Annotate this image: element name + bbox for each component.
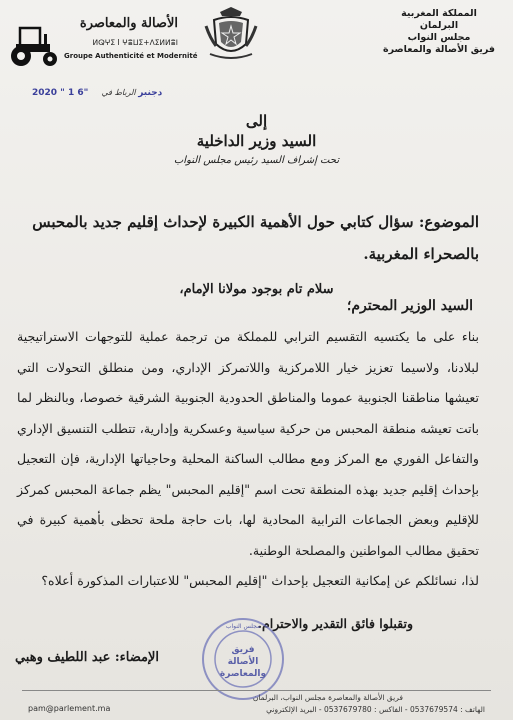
letterhead-kingdom: المملكة المغربية	[401, 8, 477, 19]
seal-line-1: فريق	[231, 645, 255, 655]
addressee-to: إلى	[245, 112, 268, 130]
subject-text: سؤال كتابي حول الأهمية الكبيرة لإحداث إقليم جديد بالمحبس بالصحراء المغربية.	[32, 213, 479, 263]
party-name: الأصالة والمعاصرة	[79, 16, 178, 31]
signature: الإمضاء: عبد اللطيف وهبي	[14, 650, 159, 665]
seal-ring-text: مجلس النواب	[225, 623, 261, 630]
closing: وتقبلوا فائق التقدير والاحترام.	[257, 616, 413, 631]
body-paragraph-2: لذا، نسائلكم عن إمكانية التعجيل بإحداث "إقليم المحبس" للاعتبارات المذكورة أعلاه؟	[41, 573, 479, 588]
seal-line-2: الأصالة	[227, 657, 259, 667]
footer-contact: الهاتف : 0537679574 - الفاكس : 0537679780 - البريد الإلكتروني	[266, 705, 485, 714]
subject-label: الموضوع:	[418, 213, 479, 231]
subject	[19, 206, 479, 270]
letterhead-house: مجلس النواب	[407, 32, 471, 43]
letterhead-institution	[379, 8, 499, 56]
body-paragraph-1: بناء على ما يكتسيه التقسيم الترابي للمملكة من ترجمة عملية للتوجهات الاستراتيجية لبلادنا، ولاسيما تعزيز خيار اللامركزية واللاتمركز الإداري، ومن منطلق التحولات التي تعيشها مناطقنا الجنوبية عموما والمناطق الحدودية الجنوبية الشرقية خصوصا، وبالنظر لما باتت تعيشه منطقة المحبس من حركية سياسية وعسكرية وإدارية، تتطلب التنسيق الإداري والتفاعل الفوري مع المركز ومع مطالب الساكنة المحلية وحاجياتها الإدارية، فإن التعجيل بإحداث إقليم جديد بهذه المنطقة تحت اسم "إقليم المحبس" يظم جماعة المحبس كمركز للإقليم وبعض الجماعات الترابية المحادية لها، بات حاجة ملحة تحظى بأهمية كبيرة في تحقيق مطالب المواطنين والمصلحة الوطنية.	[17, 329, 479, 558]
letter-footer	[0, 690, 513, 720]
date-stamp: 2020 " 1 6" دجنبر	[32, 88, 163, 98]
letterhead-group: فريق الأصالة والمعاصرة	[382, 44, 495, 55]
footer-address: فريق الأصالة والمعاصرة مجلس النواب، البرلمان	[252, 693, 403, 702]
coat-of-arms-icon	[202, 6, 260, 62]
tractor-icon	[6, 22, 62, 68]
letterhead-parliament: البرلمان	[419, 20, 459, 31]
date-place: الرباط في	[101, 88, 136, 97]
footer-email: pam@parlement.ma	[28, 704, 111, 713]
addressee-via: تحت إشراف السيد رئيس مجلس النواب	[173, 155, 340, 166]
party-name-tifinagh: ⵍⵕⵖⵉ Ⅰ ⵖⴻⵡⵉ+ⴷⵉⵍⵍⴻⵏ	[92, 38, 178, 47]
letter-body	[17, 322, 479, 597]
addressee-title: السيد وزير الداخلية	[196, 132, 317, 150]
party-name-french: Groupe Authenticité et Modernité	[64, 52, 198, 60]
party-logo	[6, 8, 198, 80]
greeting: سلام تام بوجود مولانا الإمام،	[179, 282, 334, 297]
salutation: السيد الوزير المحترم؛	[346, 298, 473, 314]
seal-line-3: والمعاصرة	[219, 669, 267, 679]
footer-divider	[22, 690, 491, 691]
dateline	[26, 88, 162, 98]
